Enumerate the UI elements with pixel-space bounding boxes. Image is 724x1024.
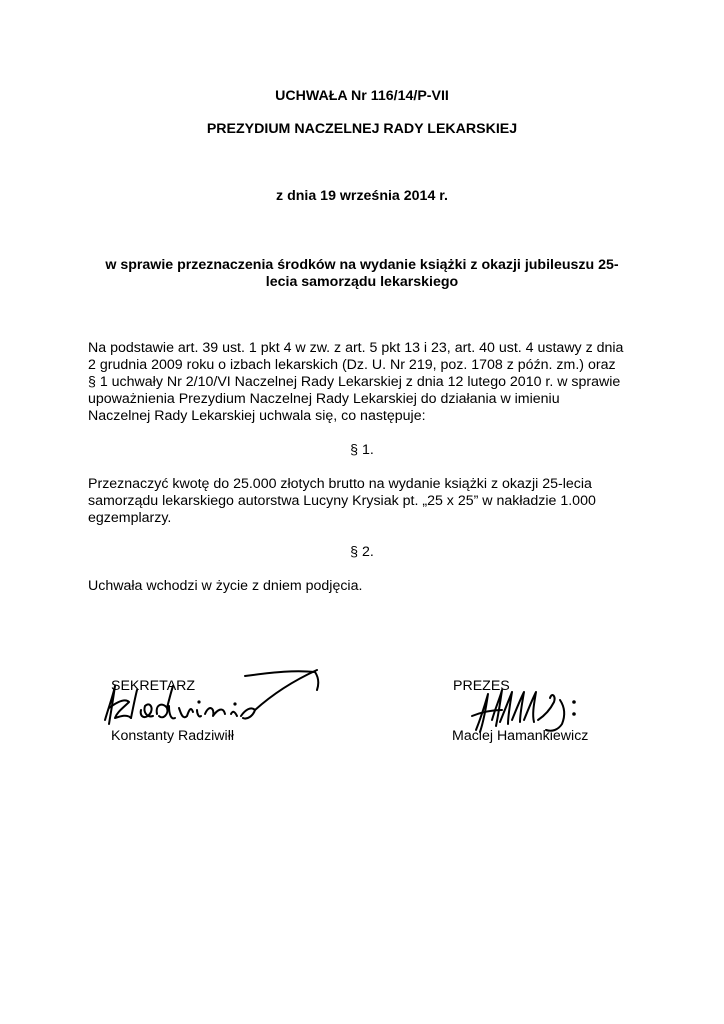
subject-line-1: w sprawie przeznaczenia środków na wydanie książki z okazji jubileuszu 25- — [105, 257, 619, 273]
secretary-role: SEKRETARZ — [111, 678, 196, 694]
subject-line-2: lecia samorządu lekarskiego — [265, 274, 459, 290]
secretary-name: Konstanty Radziwiłł — [111, 728, 235, 744]
preamble-line: Naczelnej Rady Lekarskiej uchwala się, co następuje: — [88, 408, 426, 424]
preamble-line: 2 grudnia 2009 roku o izbach lekarskich (Dz. U. Nr 219, poz. 1708 z późn. zm.) oraz — [88, 357, 616, 373]
section-2-line: Uchwała wchodzi w życie z dniem podjęcia. — [88, 578, 363, 594]
section-2-number: § 2. — [350, 544, 374, 560]
president-role: PREZES — [453, 678, 510, 694]
president-name: Maciej Hamankiewicz — [452, 728, 589, 744]
section-1-line: Przeznaczyć kwotę do 25.000 złotych brutto na wydanie książki z okazji 25-lecia — [88, 476, 592, 492]
section-1-number: § 1. — [350, 442, 374, 458]
issuer-name: PREZYDIUM NACZELNEJ RADY LEKARSKIEJ — [206, 121, 518, 137]
section-1-line: samorządu lekarskiego autorstwa Lucyny Krysiak pt. „25 x 25” w nakładzie 1.000 — [88, 493, 596, 509]
preamble-line: upoważnienia Prezydium Naczelnej Rady Lekarskiej do działania w imieniu — [88, 391, 560, 407]
section-1-line: egzemplarzy. — [88, 510, 172, 526]
preamble-line: § 1 uchwały Nr 2/10/VI Naczelnej Rady Lekarskiej z dnia 12 lutego 2010 r. w sprawie — [88, 374, 621, 390]
secretary-signature-image — [95, 662, 325, 734]
resolution-title: UCHWAŁA Nr 116/14/P-VII — [275, 88, 449, 104]
resolution-date: z dnia 19 września 2014 r. — [276, 188, 448, 204]
preamble-line: Na podstawie art. 39 ust. 1 pkt 4 w zw. z art. 5 pkt 13 i 23, art. 40 ust. 4 ustawy z dnia — [88, 340, 624, 356]
